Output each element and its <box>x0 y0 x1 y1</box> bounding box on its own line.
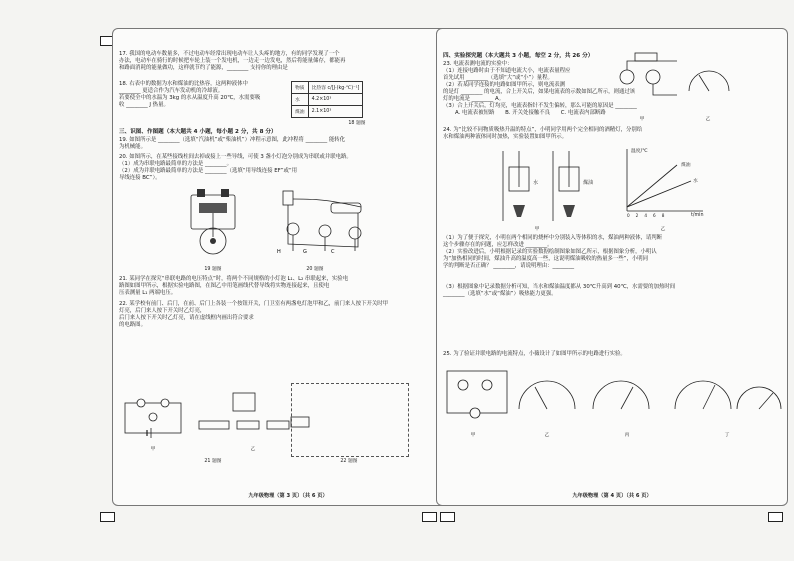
exam-page-4 <box>436 28 788 506</box>
heating-apparatus <box>497 147 587 225</box>
question-17: 17. 我国的电动车数量多，不过电动车经常出现电动车让人头疼的地方，有的同学发现了一个 办法，电动车在骑行的时候把车轮上装一个发电机，一边走一边发电，然后将能量储存，都能再 和路面消耗的能量做功，这样就节约了能源，________ 支持你的理由是 <box>119 51 346 71</box>
question-25: 25. 为了验证并联电路的电流特点，小薇设计了如图甲所示的电路进行实验。 <box>443 351 626 357</box>
question-24: 24. 为“比较不同物质吸热升温的特点”，小明同学用两个完全相同的酒精灯，分别给 水和煤油两种液体同时加热，实验装置如图甲所示。 <box>443 127 643 140</box>
engine-diagram <box>173 187 253 257</box>
svg-text:G: G <box>303 249 307 255</box>
page-footer: 九年级物理（第 3 页）（共 6 页） <box>248 493 328 499</box>
figure-caption: 22 题图 <box>340 459 358 464</box>
subfigure-label: 丙 <box>624 433 630 438</box>
subfigure-label: 乙 <box>705 117 711 122</box>
table-cell: 煤油 <box>292 106 309 118</box>
svg-text:H: H <box>277 249 281 255</box>
question-21: 21. 某同学在探究“串联电路的电压特点”时，将两个不同规格的小灯泡 L₁、L₂ 串联起来，实验电 路图如图甲所示，根据实验电路图，在图乙中用笔画线代替导线将实物连接起来，且使电 压表测量 L₁ 两端电压。 <box>119 276 349 296</box>
subfigure-label: 甲 <box>150 447 156 452</box>
question-23: 23. 电流表测电流的实验中： （1）连接电路时由于不知道电流大小，电流表量程应 首先试用 ________（选填“大”或“小”）量程。 （2）若某同学连接的电路如图甲所示，则电流表测 <box>443 61 571 88</box>
answer-box-22[interactable] <box>291 383 409 457</box>
ammeter-circuit-diagram <box>617 51 737 111</box>
registration-mark <box>440 512 455 522</box>
registration-mark <box>768 512 783 522</box>
y-axis-label: 温度/℃ <box>631 149 648 154</box>
figure-caption: 19 题图 <box>204 267 222 272</box>
subfigure-label: 乙 <box>544 433 550 438</box>
question-18: 18. 右表中的数据为水和煤油的比热容，这两种液体中 ________ 更适合作为汽车发动机的冷却液。 若要使全中的水温为 3kg 的水从温度升高 20℃，水需要吸 收 ________ J 热量。 <box>119 81 261 108</box>
question-20: 20. 如图所示，在某些接线柱间去掉或接上一些导线，可使 3 盏小灯泡分别成为串联或并联电路。 （1）成为串联电路最简单的方法是 ________。 （2）成为并联电路最简单的方法是 ________（选填“用导线连接 EF”或“用 导线连接 BC”）。 <box>119 154 352 181</box>
page-footer: 九年级物理（第 4 页）（共 6 页） <box>572 493 652 499</box>
registration-mark <box>100 512 115 522</box>
subfigure-label: 甲 <box>470 433 476 438</box>
x-axis-ticks: 02468 <box>627 213 671 218</box>
registration-mark <box>422 512 437 522</box>
svg-text:C: C <box>331 249 335 255</box>
question-23-continued: 的是灯 ________ 的电流，合上开关后，如果电流表的示数如图乙所示，则通过该 灯的电流是 ________ A。 （3）合上开关后，灯均亮，电流表指针不发生偏转，那么可能的原因是 ________ A. 电流表被短路 B. 开关处接触不良 C. 电流表内部断路 <box>443 89 637 116</box>
question-19: 19. 如图所示是 ________（选填“汽油机”或“柴油机”）冲程示意图，此冲程将 ________ 能转化 为机械能。 <box>119 137 346 150</box>
table-cell: 2.1×10³ <box>308 106 363 118</box>
exam-page-3 <box>112 28 464 506</box>
beaker-label: 水 <box>533 180 539 186</box>
question-22: 22. 某学校有前门、后门，在前、后门上各装一个按钮开关，门卫室有两盏电灯泡甲和乙，前门来人按下开关时甲灯亮，后门来人按下开关时乙灯亮， 后门来人按下开关时乙灯亮，请在虚线框内画出符合要求 的电路图。 <box>119 301 389 328</box>
subfigure-label: 乙 <box>250 447 256 452</box>
section-heading: 三、识图、作图题（本大题共 4 小题，每小题 2 分，共 8 分） <box>119 129 277 135</box>
subfigure-label: 丁 <box>724 433 730 438</box>
table-header: 物质 <box>292 82 309 94</box>
figure-caption: 18 题图 <box>348 121 366 126</box>
specific-heat-table <box>291 81 363 118</box>
table-cell: 4.2×10³ <box>308 94 363 106</box>
beaker-label: 煤油 <box>583 180 594 186</box>
table-cell: 水 <box>292 94 309 106</box>
x-axis-label: t/min <box>691 213 704 218</box>
question-24-parts: （1）为了便于探究，小明在两个相同的烧杯中分别装入等体积的水，煤油两种液体，请判断 这个步骤存在的问题，应怎样改进 ________。 （2）实验改进后，小明根据记录的实验数据绘制图象如图乙所示，根据图象分析，小明认 为“加热相同的时间，煤油升高的温度高一些，这说明煤油吸收的热量多一些”，小明同 学的判断是否正确？ ________，请说明理由：________ （3）根据图象中记录数据分析可知，当水和煤油温度都从 30℃升高到 40℃，水需要的加热时间 ________（选填“水”或“煤油”）吸热能力更强。 <box>443 235 676 297</box>
subfigure-label: 乙 <box>660 227 666 232</box>
figure-caption: 20 题图 <box>306 267 324 272</box>
section-heading: 四、实验探究题（本大题共 3 小题，每空 2 分，共 26 分） <box>443 53 594 59</box>
temperature-time-graph <box>617 147 707 221</box>
bulb-circuit-diagram <box>263 189 373 261</box>
series-label: 煤油 <box>681 163 691 168</box>
series-circuit-schematic <box>123 397 187 443</box>
parallel-circuit-figures <box>443 363 783 427</box>
subfigure-label: 甲 <box>639 117 645 122</box>
subfigure-label: 甲 <box>534 227 540 232</box>
table-header: 比热容 c/[J·(kg·℃)⁻¹] <box>308 82 363 94</box>
figure-caption: 21 题图 <box>204 459 222 464</box>
series-label: 水 <box>693 179 698 184</box>
